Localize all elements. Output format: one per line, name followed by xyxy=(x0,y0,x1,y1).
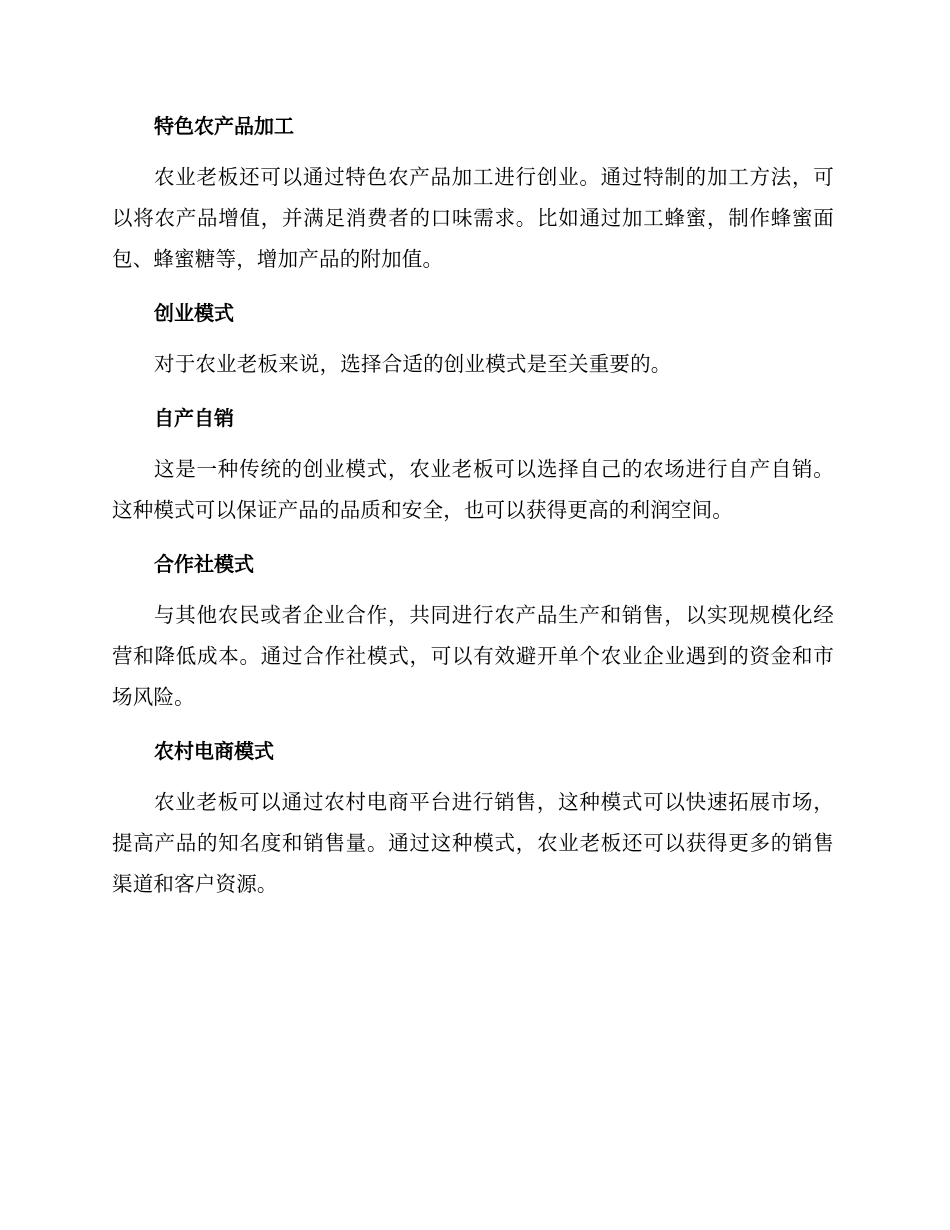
section-paragraph-rural-ecommerce: 农业老板可以通过农村电商平台进行销售，这种模式可以快速拓展市场，提高产品的知名度和销售量。通过这种模式，农业老板还可以获得更多的销售渠道和客户资源。 xyxy=(112,790,834,896)
section-heading-cooperative: 合作社模式 xyxy=(154,552,254,576)
section-heading-rural-ecommerce: 农村电商模式 xyxy=(154,739,274,763)
section-heading-business-models: 创业模式 xyxy=(154,301,234,325)
section-paragraph-business-models: 对于农业老板来说，选择合适的创业模式是至关重要的。 xyxy=(154,352,672,376)
section-heading-specialty-processing: 特色农产品加工 xyxy=(154,114,294,138)
section-heading-self-production: 自产自销 xyxy=(154,406,234,430)
section-paragraph-self-production: 这是一种传统的创业模式，农业老板可以选择自己的农场进行自产自销。这种模式可以保证产品的品质和安全，也可以获得更高的利润空间。 xyxy=(112,457,834,522)
section-paragraph-cooperative: 与其他农民或者企业合作，共同进行农产品生产和销售，以实现规模化经营和降低成本。通过合作社模式，可以有效避开单个农业企业遇到的资金和市场风险。 xyxy=(112,603,834,709)
section-paragraph-specialty-processing: 农业老板还可以通过特色农产品加工进行创业。通过特制的加工方法，可以将农产品增值，并满足消费者的口味需求。比如通过加工蜂蜜，制作蜂蜜面包、蜂蜜糖等，增加产品的附加值。 xyxy=(112,165,834,271)
document-body xyxy=(112,104,834,916)
